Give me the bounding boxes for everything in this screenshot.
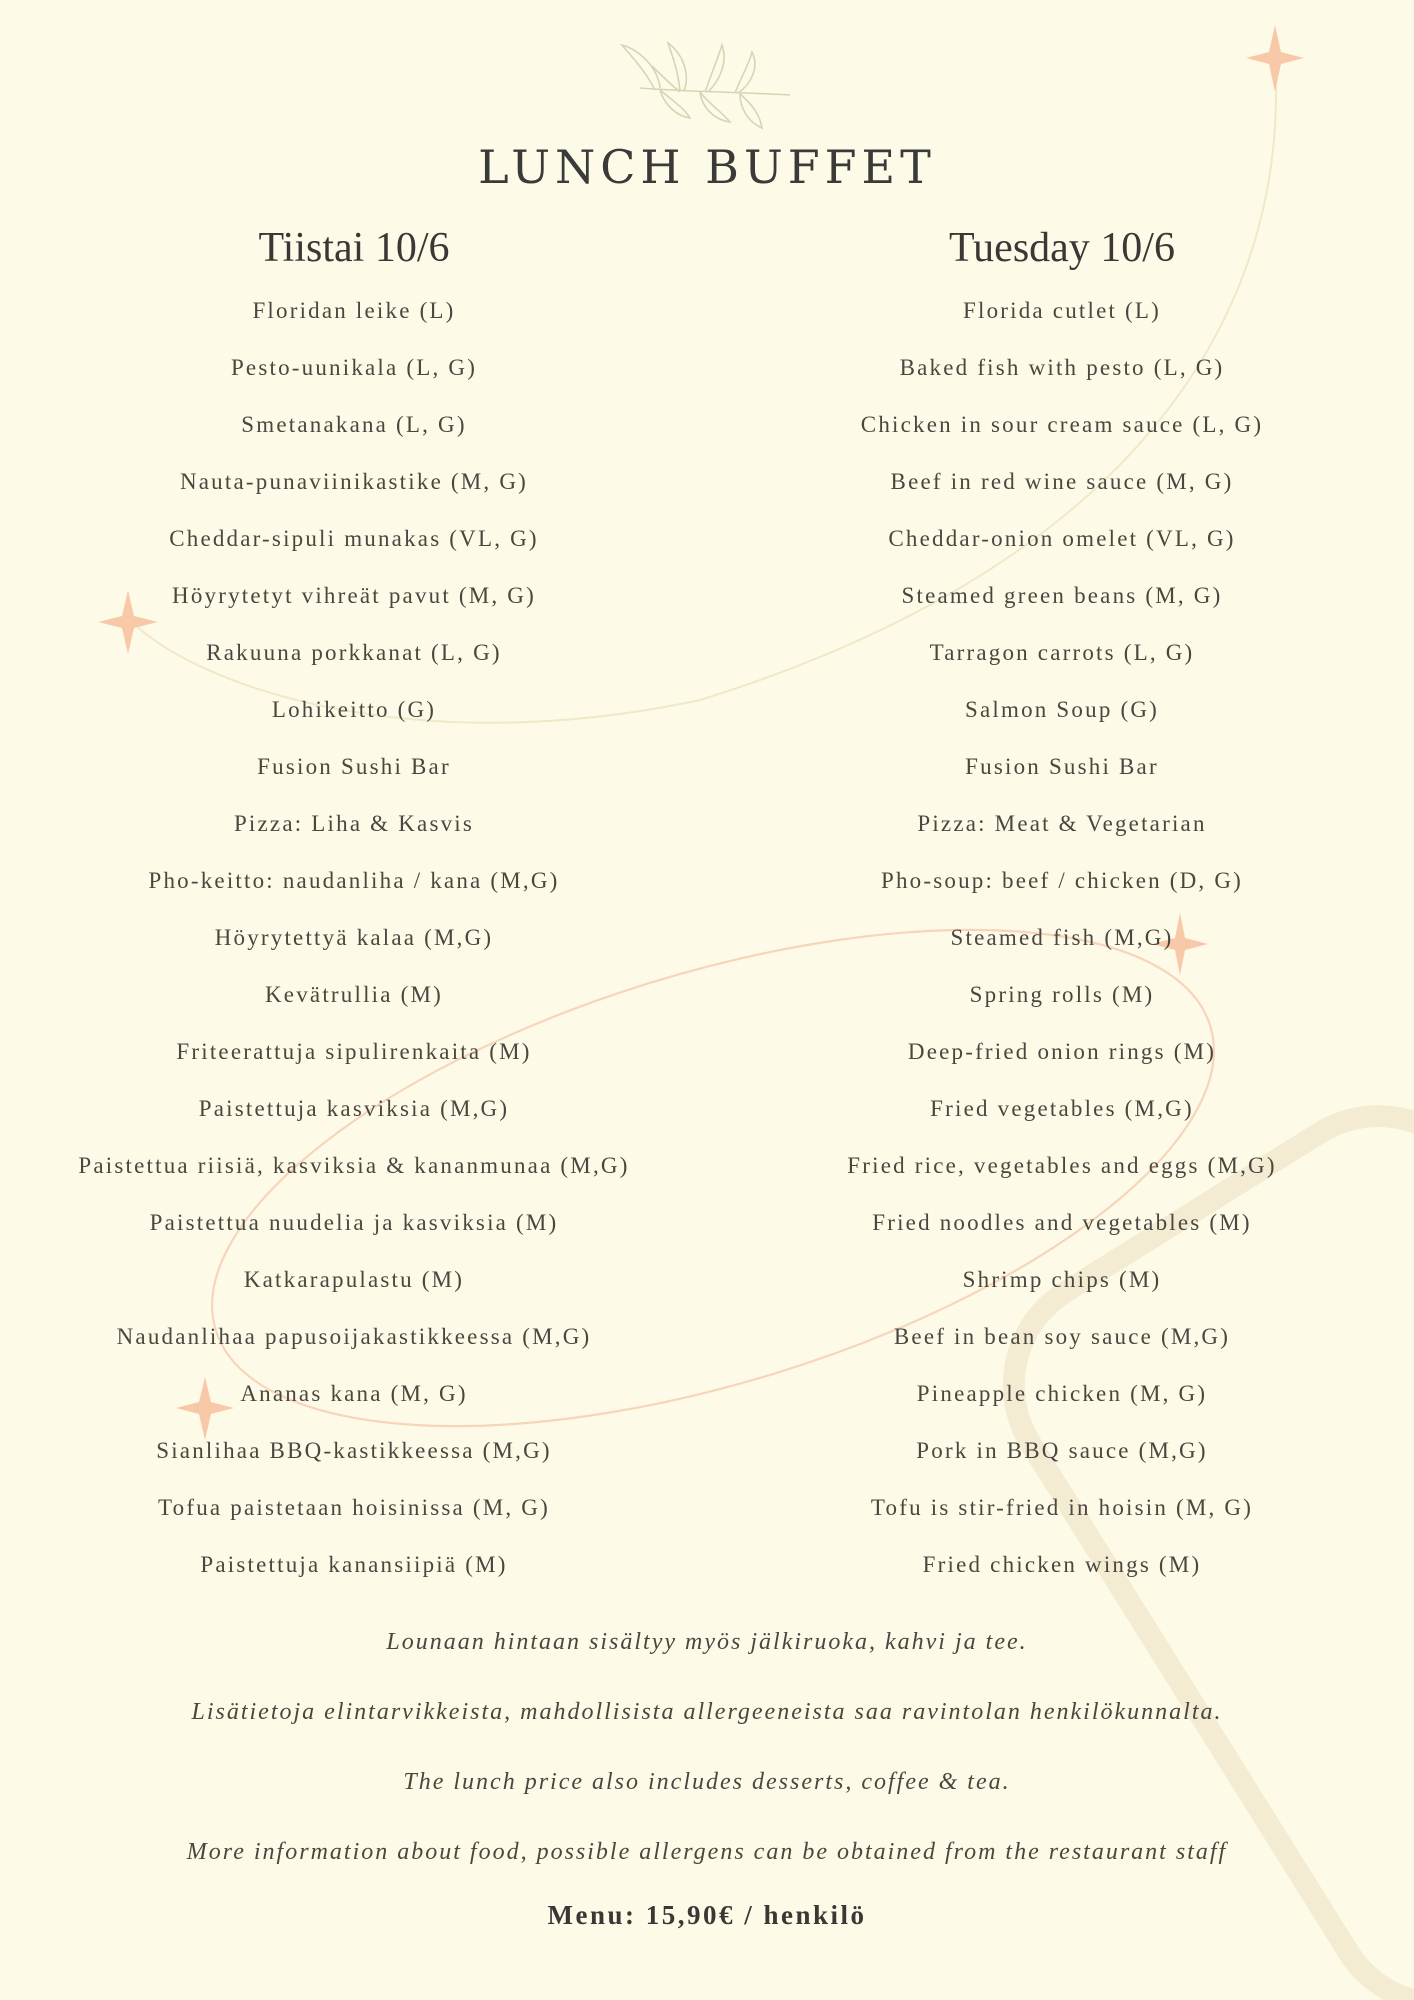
menu-item: Salmon Soup (G) <box>965 697 1159 722</box>
menu-item: Floridan leike (L) <box>252 298 456 323</box>
menu-item: Friteerattuja sipulirenkaita (M) <box>176 1039 532 1064</box>
menu-item: Cheddar-sipuli munakas (VL, G) <box>169 526 539 551</box>
dessert-note-english: The lunch price also includes desserts, coffee & tea. <box>403 1769 1011 1795</box>
menu-item: Steamed green beans (M, G) <box>901 583 1223 608</box>
menu-item: Shrimp chips (M) <box>962 1267 1162 1292</box>
menu-item: Spring rolls (M) <box>969 982 1155 1007</box>
menu-list-finnish <box>24 282 684 1593</box>
menu-item: Rakuuna porkkanat (L, G) <box>206 640 502 665</box>
menu-item: Höyrytettyä kalaa (M,G) <box>214 925 494 950</box>
menu-item: Höyrytetyt vihreät pavut (M, G) <box>172 583 536 608</box>
menu-item: Katkarapulastu (M) <box>243 1267 465 1292</box>
menu-item: Fusion Sushi Bar <box>965 754 1159 779</box>
allergen-note-english: More information about food, possible allergens can be obtained from the restaurant staff <box>186 1839 1228 1865</box>
menu-item: Fried rice, vegetables and eggs (M,G) <box>847 1153 1277 1178</box>
menu-item: Fried vegetables (M,G) <box>930 1096 1194 1121</box>
menu-item: Deep-fried onion rings (M) <box>907 1039 1217 1064</box>
dessert-note-finnish: Lounaan hintaan sisältyy myös jälkiruoka, kahvi ja tee. <box>386 1629 1028 1655</box>
leaf-sprig-icon <box>622 43 790 128</box>
menu-item: Beef in red wine sauce (M, G) <box>890 469 1234 494</box>
menu-item: Pineapple chicken (M, G) <box>916 1381 1208 1406</box>
menu-item: Paistettuja kanansiipiä (M) <box>200 1552 508 1577</box>
day-heading-finnish: Tiistai 10/6 <box>258 225 450 271</box>
menu-item: Naudanlihaa papusoijakastikkeessa (M,G) <box>116 1324 592 1349</box>
allergen-note-finnish: Lisätietoja elintarvikkeista, mahdollisista allergeeneista saa ravintolan henkilökunnalta. <box>191 1699 1223 1725</box>
menu-item: Fried chicken wings (M) <box>922 1552 1202 1577</box>
menu-item: Tofu is stir-fried in hoisin (M, G) <box>870 1495 1254 1520</box>
menu-item: Tarragon carrots (L, G) <box>929 640 1195 665</box>
menu-item: Beef in bean soy sauce (M,G) <box>893 1324 1231 1349</box>
finnish-menu-column <box>24 222 684 1593</box>
menu-item: Cheddar-onion omelet (VL, G) <box>888 526 1236 551</box>
menu-item: Paistettua nuudelia ja kasviksia (M) <box>149 1210 559 1235</box>
menu-item: Sianlihaa BBQ-kastikkeessa (M,G) <box>156 1438 552 1463</box>
page-title: LUNCH BUFFET <box>478 140 936 194</box>
menu-item: Tofua paistetaan hoisinissa (M, G) <box>158 1495 550 1520</box>
menu-item: Paistettuja kasviksia (M,G) <box>198 1096 510 1121</box>
info-notes <box>0 1614 1414 1894</box>
menu-item: Pesto-uunikala (L, G) <box>230 355 478 380</box>
menu-item: Paistettua riisiä, kasviksia & kananmunaa (M,G) <box>78 1153 630 1178</box>
menu-item: Pho-soup: beef / chicken (D, G) <box>880 868 1243 893</box>
sparkle-icon <box>1246 25 1304 92</box>
menu-item: Baked fish with pesto (L, G) <box>899 355 1225 380</box>
menu-item: Fusion Sushi Bar <box>257 754 451 779</box>
day-heading-english: Tuesday 10/6 <box>949 225 1175 271</box>
menu-list-english <box>742 282 1382 1593</box>
menu-item: Nauta-punaviinikastike (M, G) <box>179 469 529 494</box>
menu-item: Ananas kana (M, G) <box>240 1381 468 1406</box>
menu-item: Lohikeitto (G) <box>271 697 437 722</box>
menu-item: Pizza: Liha & Kasvis <box>233 811 475 836</box>
menu-item: Pizza: Meat & Vegetarian <box>917 811 1207 836</box>
menu-item: Pork in BBQ sauce (M,G) <box>916 1438 1208 1463</box>
menu-item: Chicken in sour cream sauce (L, G) <box>860 412 1264 437</box>
menu-item: Steamed fish (M,G) <box>950 925 1174 950</box>
menu-item: Pho-keitto: naudanliha / kana (M,G) <box>148 868 560 893</box>
menu-item: Kevätrullia (M) <box>265 982 443 1007</box>
menu-item: Fried noodles and vegetables (M) <box>872 1210 1252 1235</box>
english-menu-column <box>742 222 1382 1593</box>
menu-price: Menu: 15,90€ / henkilö <box>547 1900 867 1930</box>
menu-item: Smetanakana (L, G) <box>241 412 467 437</box>
menu-item: Florida cutlet (L) <box>963 298 1161 323</box>
